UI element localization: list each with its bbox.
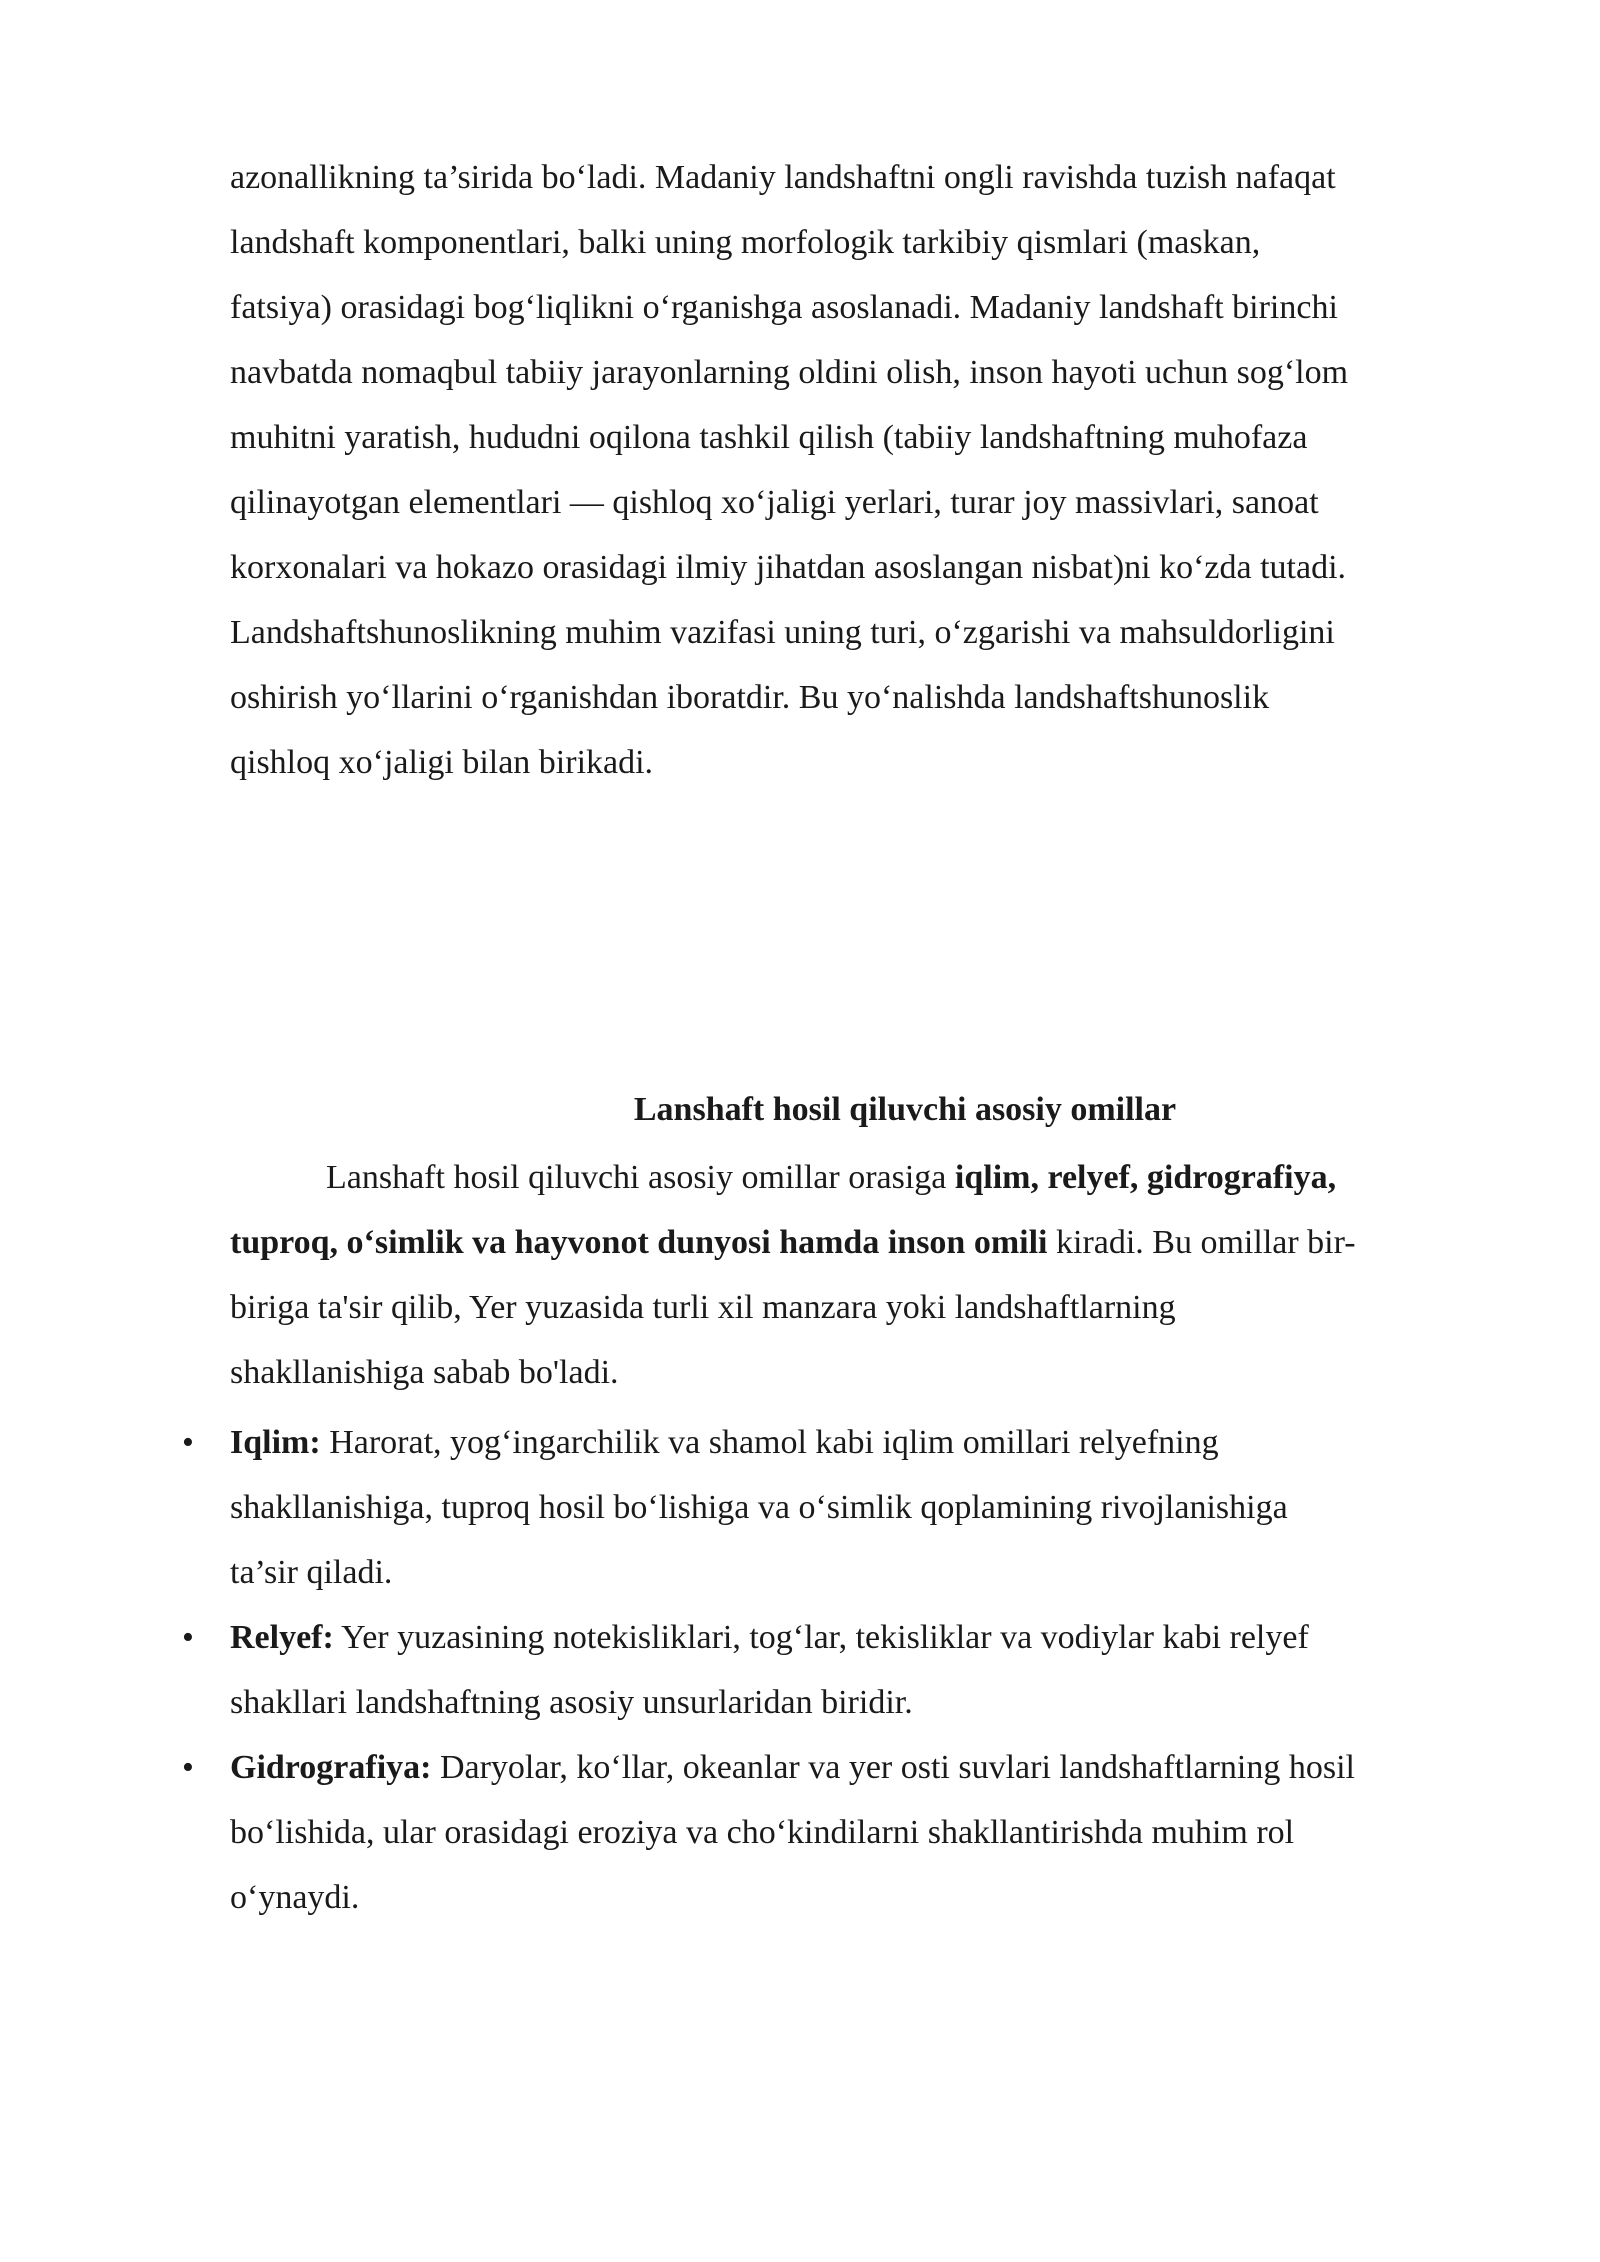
section-line-2-text: kiradi. Bu omillar bir- [1047, 1224, 1356, 1261]
factor-text: bo‘lishida, ular orasidagi eroziya va cho‘kindilarni shakllantirishda muhim rol [230, 1814, 1295, 1851]
intro-paragraph [230, 145, 1500, 795]
section-paragraph [230, 1145, 1500, 1405]
factor-term: Relyef: [230, 1619, 334, 1656]
intro-line: korxonalari va hokazo orasidagi ilmiy jihatdan asoslangan nisbat)ni ko‘zda tutadi. [230, 549, 1347, 586]
bullet-icon: • [182, 1424, 194, 1461]
intro-line: Landshaftshunoslikning muhim vazifasi uning turi, o‘zgarishi va mahsuldorligini [230, 614, 1335, 651]
section-line-2 [230, 1210, 1500, 1275]
section-line-1 [230, 1145, 1500, 1210]
intro-line: azonallikning ta’sirida bo‘ladi. Madaniy landshaftni ongli ravishda tuzish nafaqat [230, 159, 1336, 196]
section-line-1-bold: iqlim, relyef, gidrografiya, [954, 1159, 1337, 1196]
factor-text: Yer yuzasining notekisliklari, tog‘lar, tekisliklar va vodiylar kabi relyef [333, 1619, 1309, 1656]
intro-line: muhitni yaratish, hududni oqilona tashkil qilish (tabiiy landshaftning muhofaza [230, 419, 1308, 456]
factor-term: Iqlim: [230, 1424, 321, 1461]
intro-line: navbatda nomaqbul tabiiy jarayonlarning oldini olish, inson hayoti uchun sog‘lom [230, 354, 1349, 391]
factor-text: Daryolar, ko‘llar, okeanlar va yer osti suvlari landshaftlarning hosil [431, 1749, 1355, 1786]
factor-term: Gidrografiya: [230, 1749, 432, 1786]
factor-text: shakllari landshaftning asosiy unsurlaridan biridir. [230, 1684, 913, 1721]
intro-line: fatsiya) orasidagi bog‘liqlikni o‘rganishga asoslanadi. Madaniy landshaft birinchi [230, 289, 1338, 326]
factor-text: o‘ynaydi. [230, 1879, 360, 1916]
factor-list [0, 1410, 1600, 1930]
section-line-2-bold: tuproq, o‘simlik va hayvonot dunyosi hamda inson omili [230, 1224, 1048, 1261]
intro-line: oshirish yo‘llarini o‘rganishdan iboratdir. Bu yo‘nalishda landshaftshunoslik [230, 679, 1270, 716]
intro-line: qilinayotgan elementlari — qishloq xo‘jaligi yerlari, turar joy massivlari, sanoat [230, 484, 1319, 521]
factor-item-relyef [182, 1605, 1520, 1735]
factor-text: ta’sir qiladi. [230, 1554, 393, 1591]
section-heading: Lanshaft hosil qiluvchi asosiy omillar [633, 1091, 1177, 1128]
section-line-4: shakllanishiga sabab bo'ladi. [230, 1354, 619, 1391]
intro-line: landshaft komponentlari, balki uning morfologik tarkibiy qismlari (maskan, [230, 224, 1261, 261]
section-line-3: biriga ta'sir qilib, Yer yuzasida turli xil manzara yoki landshaftlarning [230, 1289, 1176, 1326]
factor-item-iqlim [182, 1410, 1520, 1605]
section-line-1-text: Lanshaft hosil qiluvchi asosiy omillar orasiga [326, 1159, 955, 1196]
bullet-icon: • [182, 1749, 194, 1786]
factor-text: shakllanishiga, tuproq hosil bo‘lishiga va o‘simlik qoplamining rivojlanishiga [230, 1489, 1288, 1526]
intro-line: qishloq xo‘jaligi bilan birikadi. [230, 744, 654, 781]
factor-item-gidrografiya [182, 1735, 1520, 1930]
bullet-icon: • [182, 1619, 194, 1656]
factor-text: Harorat, yog‘ingarchilik va shamol kabi iqlim omillari relyefning [320, 1424, 1219, 1461]
